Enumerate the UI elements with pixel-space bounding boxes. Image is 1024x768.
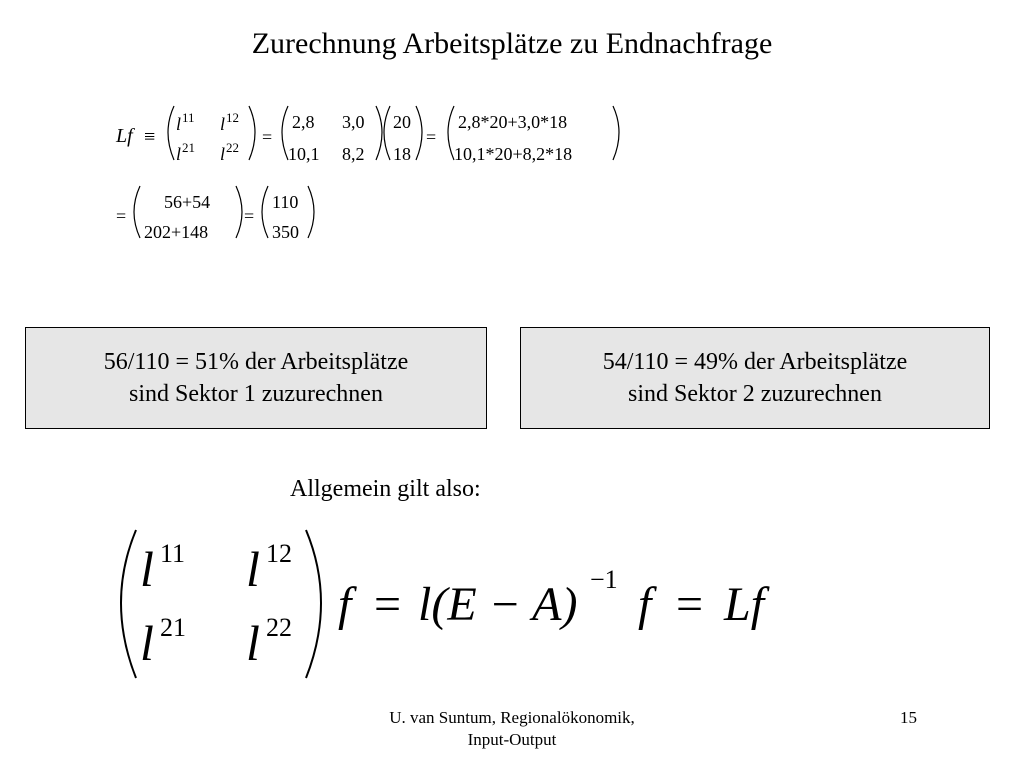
sector1-box xyxy=(25,327,487,429)
eq-sign-3: = xyxy=(116,206,127,226)
m12: 3,0 xyxy=(342,112,365,132)
big-l21: l xyxy=(140,615,154,671)
p2: 10,1*20+8,2*18 xyxy=(454,144,573,164)
eq-sign-1: = xyxy=(262,127,273,147)
footer xyxy=(320,707,704,751)
sector2-line2: sind Sektor 2 zuzurechnen xyxy=(628,381,882,407)
paren-right-l xyxy=(249,106,255,160)
big-l21-sup: 21 xyxy=(160,613,186,642)
big-eq-sign-2: = xyxy=(676,578,704,631)
big-l12-sup: 12 xyxy=(266,539,292,568)
paren-right-s xyxy=(236,186,242,238)
paren-right-r xyxy=(308,186,314,238)
l21: l xyxy=(176,144,182,164)
l12: l xyxy=(220,114,226,134)
paren-left-l xyxy=(168,106,174,160)
eq-sign-2: = xyxy=(426,127,437,147)
general-equation xyxy=(100,522,800,692)
big-eq-sign-1: = xyxy=(374,578,402,631)
slide-title: Zurechnung Arbeitsplätze zu Endnachfrage xyxy=(251,27,773,60)
p1: 2,8*20+3,0*18 xyxy=(458,112,568,132)
footer-line1: U. van Suntum, Regionalökonomik, xyxy=(389,708,635,727)
big-paren-right xyxy=(306,530,321,678)
sector2-line1: 54/110 = 49% der Arbeitsplätze xyxy=(602,349,908,375)
l22-sup: 22 xyxy=(226,140,239,155)
l22: l xyxy=(220,144,226,164)
r2: 350 xyxy=(272,222,299,242)
v1: 20 xyxy=(393,112,411,132)
lhs-lf: Lf xyxy=(116,125,133,147)
big-rhs1: l(E − A) xyxy=(418,578,578,631)
paren-left-s xyxy=(134,186,140,238)
paren-left-v xyxy=(384,106,390,160)
s2: 202+148 xyxy=(144,222,209,242)
s1: 56+54 xyxy=(164,192,211,212)
eq-sign-4: = xyxy=(244,206,255,226)
big-l11: l xyxy=(140,541,154,597)
m11: 2,8 xyxy=(292,112,315,132)
big-rhs2: Lf xyxy=(724,578,765,631)
paren-left-r xyxy=(262,186,268,238)
big-f2: f xyxy=(638,578,652,631)
general-equation-svg xyxy=(100,522,800,692)
intro-text: Allgemein gilt also: xyxy=(290,476,481,502)
m21: 10,1 xyxy=(288,144,320,164)
big-l22: l xyxy=(246,615,260,671)
l11-sup: 11 xyxy=(182,110,195,125)
paren-right-m xyxy=(376,106,382,160)
l12-sup: 12 xyxy=(226,110,239,125)
big-l12: l xyxy=(246,541,260,597)
m22: 8,2 xyxy=(342,144,365,164)
l21-sup: 21 xyxy=(182,140,195,155)
big-exponent: −1 xyxy=(590,565,618,594)
big-paren-left xyxy=(121,530,136,678)
l11: l xyxy=(176,114,182,134)
r1: 110 xyxy=(272,192,299,212)
page-number: 15 xyxy=(900,708,917,727)
paren-right-v xyxy=(416,106,422,160)
big-l22-sup: 22 xyxy=(266,613,292,642)
sector2-box xyxy=(520,327,990,429)
v2: 18 xyxy=(393,144,411,164)
paren-right-p xyxy=(613,106,619,160)
equation-block xyxy=(108,96,668,256)
sector1-line1: 56/110 = 51% der Arbeitsplätze xyxy=(103,349,409,375)
equation-svg xyxy=(108,96,668,256)
equiv-sign: ≡ xyxy=(144,126,156,148)
big-f1: f xyxy=(338,578,352,631)
sector1-line2: sind Sektor 1 zuzurechnen xyxy=(129,381,383,407)
footer-line2: Input-Output xyxy=(467,730,557,749)
big-l11-sup: 11 xyxy=(160,539,186,568)
